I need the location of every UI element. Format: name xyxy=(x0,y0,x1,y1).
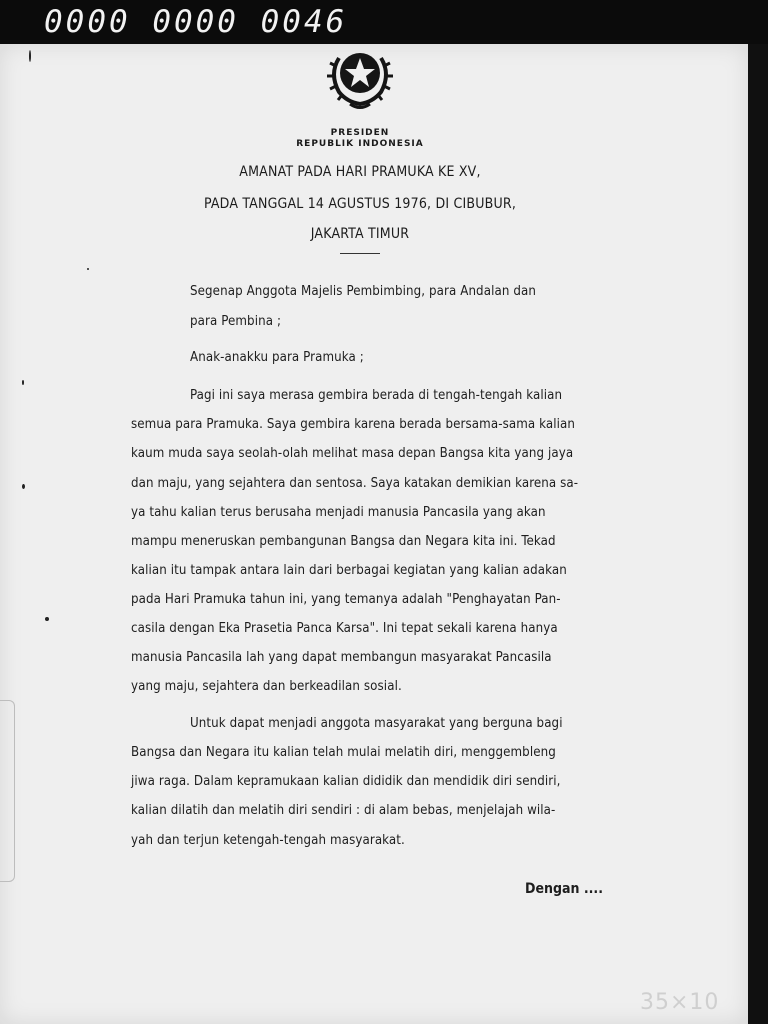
paragraph-line: yang maju, sejahtera dan berkeadilan sosial. xyxy=(131,679,402,694)
institution-name-line1: PRESIDEN xyxy=(330,128,390,138)
paragraph-line: Bangsa dan Negara itu kalian telah mulai melatih diri, menggembleng xyxy=(131,745,556,760)
microfilm-frame-number: 0000 0000 0046 xyxy=(44,4,348,40)
salutation-line: Anak-anakku para Pramuka ; xyxy=(190,350,364,365)
paragraph-line: Pagi ini saya merasa gembira berada di tengah-tengah kalian xyxy=(190,388,563,403)
paragraph-line: dan maju, yang sejahtera dan sentosa. Saya katakan demikian karena sa- xyxy=(131,476,579,491)
paragraph-line: yah dan terjun ketengah-tengah masyarakat. xyxy=(131,833,405,848)
scan-speck xyxy=(45,617,49,621)
scan-speck xyxy=(87,268,89,270)
paragraph-line: manusia Pancasila lah yang dapat membangun masyarakat Pancasila xyxy=(131,650,552,665)
institution-name-line2: REPUBLIK INDONESIA xyxy=(296,139,424,149)
page-margin-mark xyxy=(0,700,15,882)
title-underline xyxy=(340,253,380,254)
page-stamp: 35×10 xyxy=(640,990,720,1015)
paragraph-line: kalian dilatih dan melatih diri sendiri : di alam bebas, menjelajah wila- xyxy=(131,803,556,818)
paragraph-line: mampu meneruskan pembangunan Bangsa dan Negara kita ini. Tekad xyxy=(131,534,556,549)
title-line-3: JAKARTA TIMUR xyxy=(310,226,410,242)
garuda-star-emblem-icon xyxy=(317,44,403,114)
scan-speck xyxy=(29,50,31,62)
scan-speck xyxy=(22,380,24,385)
paragraph-line: kaum muda saya seolah-olah melihat masa depan Bangsa kita yang jaya xyxy=(131,446,574,461)
paragraph-line: pada Hari Pramuka tahun ini, yang temanya adalah "Penghayatan Pan- xyxy=(131,592,561,607)
continuation-catchword: Dengan .... xyxy=(525,881,603,897)
page-edge-shadow xyxy=(748,44,768,1024)
title-line-1: AMANAT PADA HARI PRAMUKA KE XV, xyxy=(239,164,481,180)
salutation-line: Segenap Anggota Majelis Pembimbing, para Andalan dan xyxy=(190,284,536,299)
paragraph-line: semua para Pramuka. Saya gembira karena berada bersama-sama kalian xyxy=(131,417,576,432)
title-line-2: PADA TANGGAL 14 AGUSTUS 1976, DI CIBUBUR, xyxy=(203,196,517,212)
salutation-line: para Pembina ; xyxy=(190,314,282,329)
paragraph-line: kalian itu tampak antara lain dari berbagai kegiatan yang kalian adakan xyxy=(131,563,567,578)
paragraph-line: jiwa raga. Dalam kepramukaan kalian dididik dan mendidik diri sendiri, xyxy=(131,774,561,789)
paragraph-line: Untuk dapat menjadi anggota masyarakat yang berguna bagi xyxy=(190,716,563,731)
paragraph-line: ya tahu kalian terus berusaha menjadi manusia Pancasila yang akan xyxy=(131,505,546,520)
scan-speck xyxy=(22,484,25,489)
paragraph-line: casila dengan Eka Prasetia Panca Karsa". Ini tepat sekali karena hanya xyxy=(131,621,558,636)
